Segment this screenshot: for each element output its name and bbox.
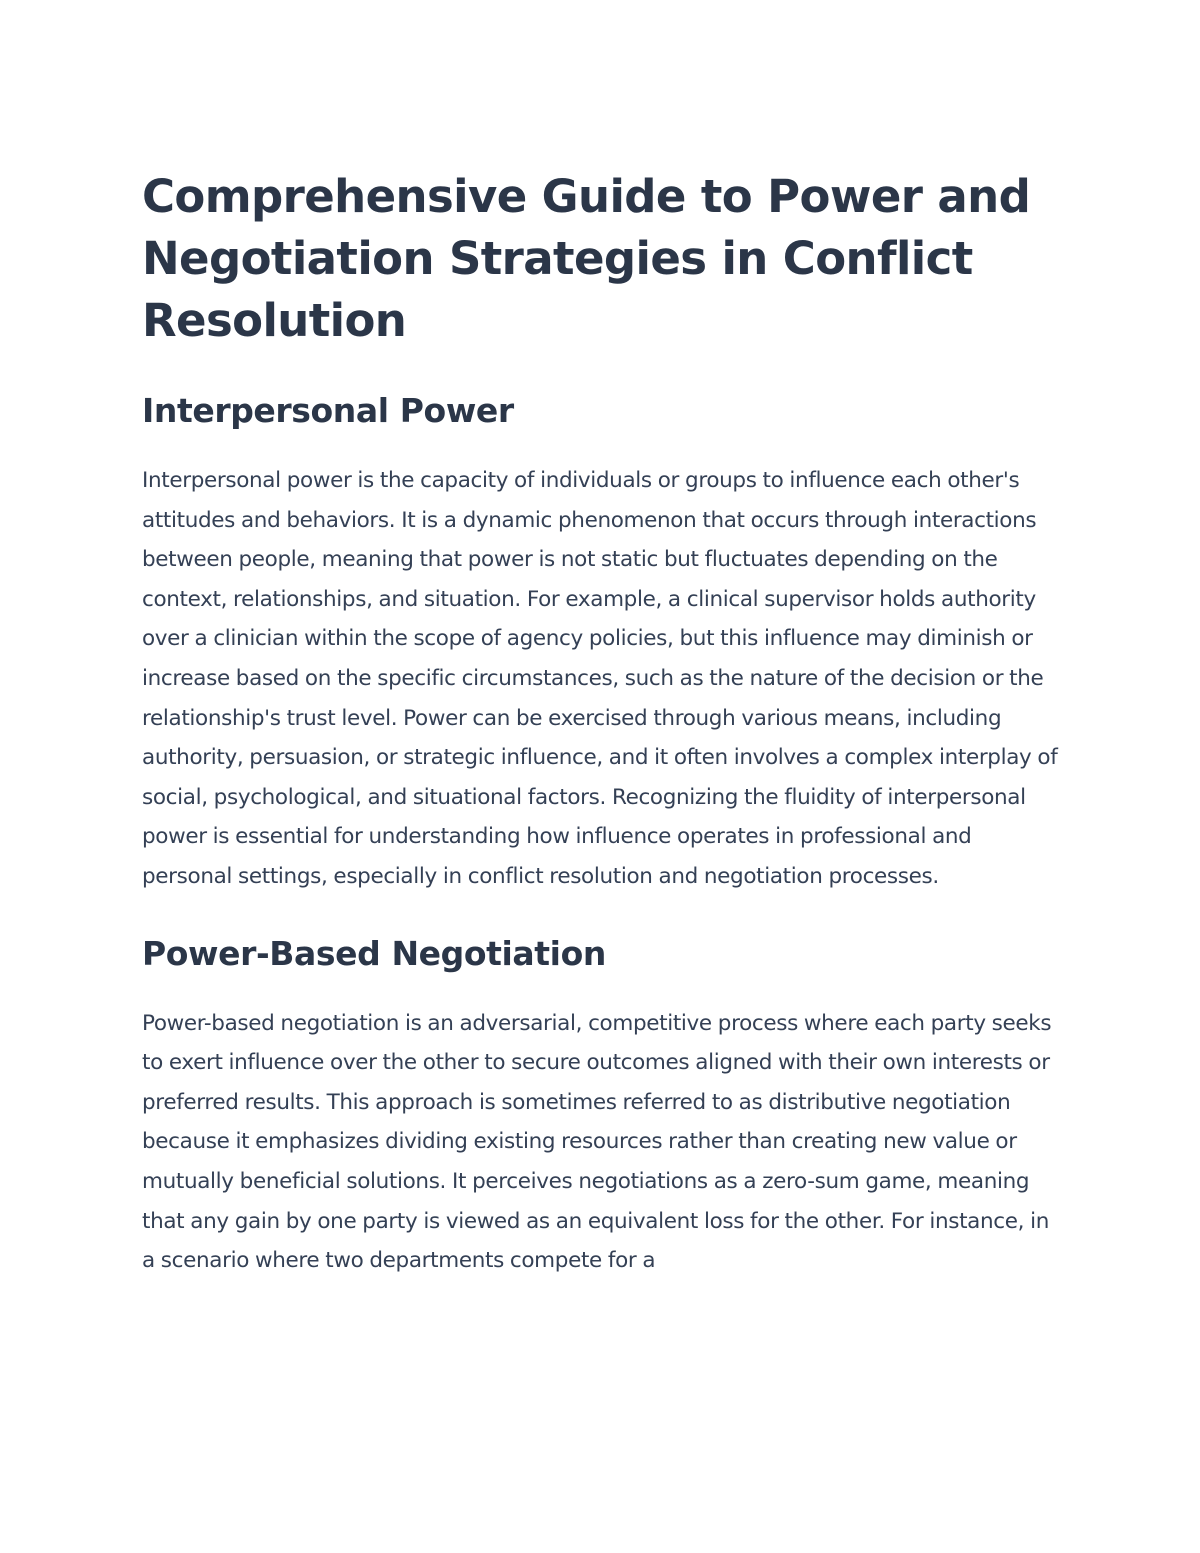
paragraph-interpersonal-power: Interpersonal power is the capacity of individuals or groups to influence each other's attitudes and behaviors. It is a dynamic phenomenon that occurs through interactions between people, meaning that power is not static but fluctuates depending on the context, relationships, and situation. For example, a clinical supervisor holds authority over a clinician within the scope of agency policies, but this influence may diminish or increase based on the specific circumstances, such as the nature of the decision or the relationship's trust level. Power can be exercised through various means, including authority, persuasion, or strategic influence, and it often involves a complex interplay of social, psychological, and situational factors. Recognizing the fluidity of interpersonal power is essential for understanding how influence operates in professional and personal settings, especially in conflict resolution and negotiation processes. <box>142 468 1058 889</box>
document-page <box>142 166 1062 1281</box>
section-heading-interpersonal-power: Interpersonal Power <box>142 391 514 430</box>
document-title: Comprehensive Guide to Power and Negotiation Strategies in Conflict Resolution <box>142 170 1031 347</box>
section-heading-power-based-negotiation: Power-Based Negotiation <box>142 933 606 973</box>
paragraph-power-based-negotiation: Power-based negotiation is an adversarial, competitive process where each party seeks to exert influence over the other to secure outcomes aligned with their own interests or preferred results. This approach is sometimes referred to as distributive negotiation because it emphasizes dividing existing resources rather than creating new value or mutually beneficial solutions. It perceives negotiations as a zero-sum game, meaning that any gain by one party is viewed as an equivalent loss for the other. For instance, in a scenario where two departments compete for a <box>142 1010 1052 1274</box>
